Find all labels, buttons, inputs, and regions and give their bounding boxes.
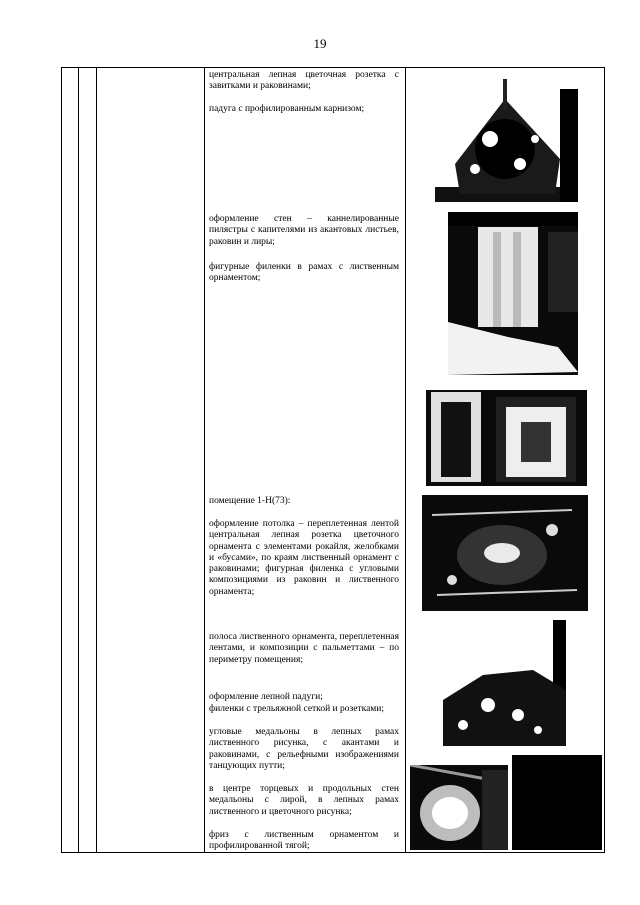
column-divider-3 <box>204 67 205 853</box>
entry-corner-medallions: угловые медальоны в лепных рамах лиственного рисунка, с акантами и раковинами, с рельефными изображениями танцующих путти; <box>209 727 399 771</box>
entry-wall-pilasters: оформление стен – каннелированные пилястры с капителями из акантовых листьев, раковин и лиры; <box>209 214 399 247</box>
entry-figured-panels: фигурные филенки в рамах с лиственным орнаментом; <box>209 262 399 284</box>
entry-ceiling-design: оформление потолка – переплетенная лентой центральная лепная розетка цветочного орнамента с элементами рокайля, желобками и «бусами», по краям лиственный орнамент с раковинами; фигурная филенка с угловыми композициями из раковин и лиственного орнамента; <box>209 519 399 597</box>
photo-ceiling-center <box>422 495 588 611</box>
photo-wall-mirror <box>426 382 587 486</box>
photo-dark <box>512 755 602 850</box>
entry-trellis-panels: филенки с трельяжной сеткой и розетками; <box>209 704 385 714</box>
entry-paduga-cornice: падуга с профилированным карнизом; <box>209 104 365 114</box>
column-divider-2 <box>96 67 97 853</box>
column-divider-1 <box>78 67 79 853</box>
page-number: 19 <box>313 36 327 51</box>
entry-room-heading: помещение 1-Н(73): <box>209 496 291 506</box>
photo-ceiling-rosette <box>435 69 578 202</box>
entry-rosette: центральная лепная цветочная розетка с завитками и раковинами; <box>209 70 399 92</box>
entry-lyre-medallions: в центре торцевых и продольных стен медальоны с лирой, в лепных рамах лиственного и цветочного рисунка; <box>209 784 399 817</box>
entry-ornament-strip: полоса лиственного орнамента, переплетенная лентами, и композиции с пальметтами – по периметру помещения; <box>209 632 399 665</box>
entry-frieze: фриз с лиственным орнаментом и профилированной тягой; <box>209 830 399 852</box>
column-divider-4 <box>405 67 406 853</box>
photo-wall-pilaster <box>448 212 578 375</box>
photo-medallion <box>410 765 508 850</box>
entry-paduga-design: оформление лепной падуги; <box>209 692 323 702</box>
photo-ornament-detail <box>443 620 566 746</box>
